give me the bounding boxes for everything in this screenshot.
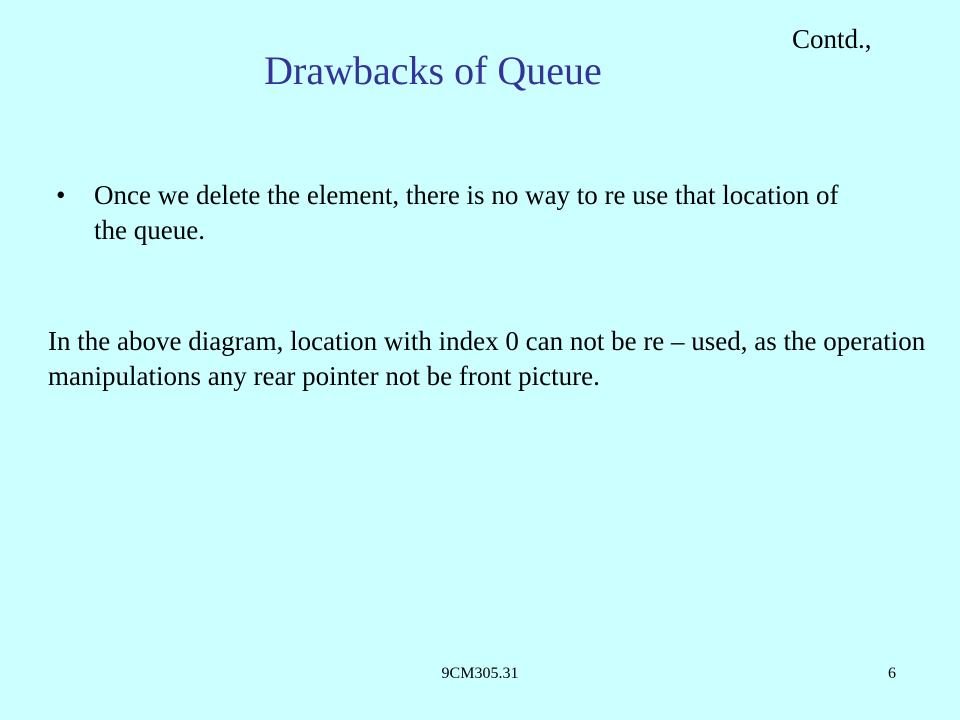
page-number: 6: [888, 665, 896, 682]
contd-label: Contd.,: [792, 24, 872, 54]
bullet-item: [56, 178, 876, 248]
bullet-icon: •: [56, 180, 66, 210]
note-paragraph: In the above diagram, location with index 0 can not be re – used, as the operation manipulations any rear pointer not be front picture.: [48, 326, 926, 391]
bullet-list: [56, 178, 876, 248]
bullet-text: Once we delete the element, there is no way to re use that location of the queue.: [94, 180, 839, 245]
slide-title: Drawbacks of Queue: [264, 48, 602, 93]
footer-code: 9CM305.31: [441, 665, 519, 682]
